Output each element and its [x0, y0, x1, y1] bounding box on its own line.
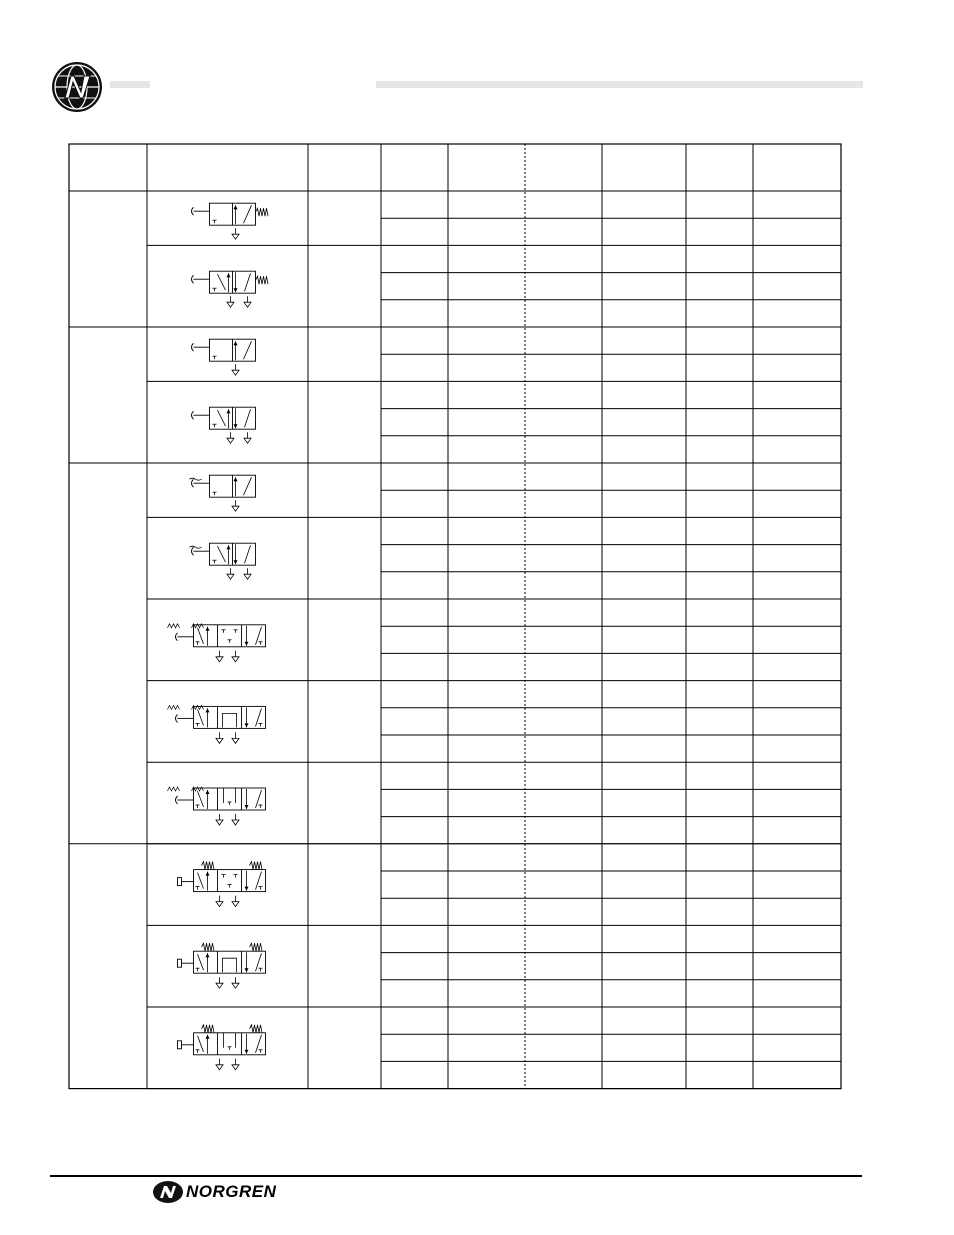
valve-5-2-lever-spring-alt-icon: [190, 543, 256, 579]
valve-3-2-lever-detent-icon: [192, 339, 256, 375]
valve-5-3-pressure-center-lever-icon: [168, 787, 266, 825]
valve-5-3-closed-center-push-icon: [178, 862, 266, 907]
norgren-n-logo-icon: [152, 1180, 184, 1204]
footer-rule: [50, 1175, 862, 1177]
valve-5-3-open-center-lever-icon: [168, 705, 266, 743]
valve-5-3-open-center-push-icon: [178, 943, 266, 988]
footer-brand: [152, 1180, 276, 1204]
valve-5-2-lever-spring-return-icon: [192, 271, 269, 307]
table-frame: [69, 144, 841, 1089]
brand-name: NORGREN: [186, 1182, 277, 1201]
valve-3-2-lever-spring-alt-icon: [190, 475, 256, 511]
valve-5-3-closed-center-lever-icon: [168, 624, 266, 662]
valve-5-3-pressure-center-push-icon: [178, 1025, 266, 1070]
valve-3-2-lever-spring-return-icon: [192, 203, 269, 239]
valve-5-2-lever-detent-icon: [192, 407, 256, 443]
